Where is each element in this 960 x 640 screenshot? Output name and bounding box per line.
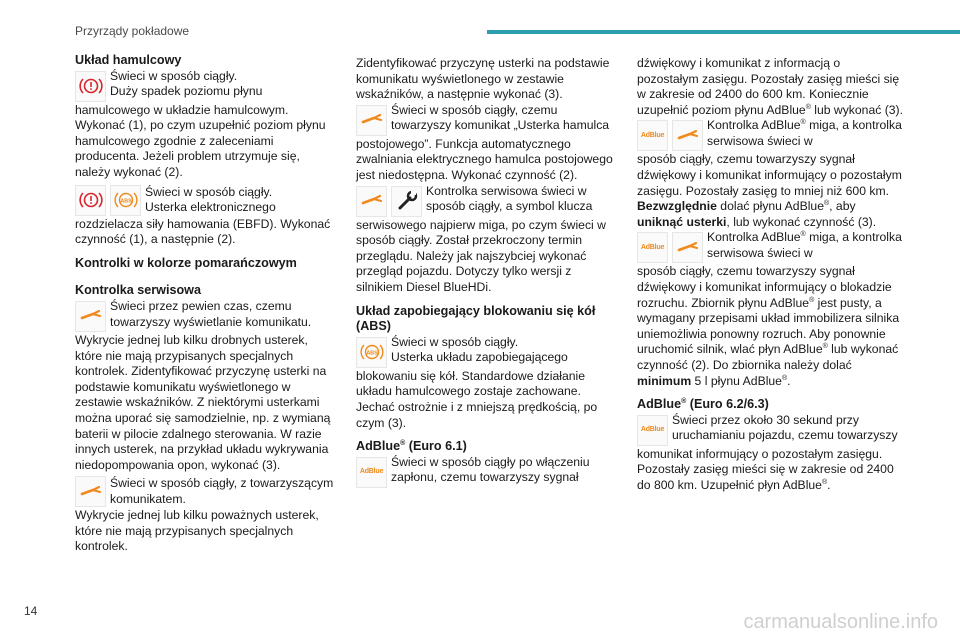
euro62-title-b: (Euro 6.2/6.3) xyxy=(686,397,769,412)
b2-rest3: lub wykonać czynność (2). Do zbiornika należy dolać xyxy=(637,342,899,372)
b1-bold2: uniknąć usterki xyxy=(637,214,727,229)
col3-intro-sup: ® xyxy=(805,103,811,111)
adblue-icon xyxy=(356,457,387,488)
brake-warning-icon-2 xyxy=(75,185,106,216)
wrench-service-icon-2 xyxy=(75,476,106,507)
section-adblue-euro61-title xyxy=(356,439,618,455)
brake-line-2: Duży spadek poziomu płynu xyxy=(110,84,263,99)
adblue-euro61-line-1: Świeci w sposób ciągły po włączeniu zapłonu, czemu towarzyszy sygnał xyxy=(391,454,590,485)
spanner-key-icon xyxy=(391,186,422,217)
adblue-euro61-title-b: (Euro 6.1) xyxy=(405,439,467,454)
brake-warning-icon xyxy=(75,71,106,102)
ebfd-description: rozdzielacza siły hamowania (EBFD). Wykonać czynność (1), a następnie (2). xyxy=(75,216,331,247)
e-rest: komunikat informujący o pozostałym zasięgu. Pozostały zasięg mieści się w zakresie od 2400 do 800 km. Uzupełnić płyn AdBlue xyxy=(637,446,894,492)
parking-brake-line-1: Świeci w sposób ciągły, czemu towarzyszy komunikat „Usterka hamulca xyxy=(391,102,610,133)
adblue-icon-text: AdBlue xyxy=(359,468,384,476)
adblue-euro61-sup: ® xyxy=(400,439,406,447)
wrench-service-icon-4 xyxy=(356,186,387,217)
abs-line-1: Świeci w sposób ciągły. xyxy=(391,334,519,349)
ebfd-line-1: Świeci w sposób ciągły. xyxy=(145,184,273,199)
e-sup: ® xyxy=(821,478,828,486)
b1-rest: sposób ciągły, czemu towarzyszy sygnał dźwiękowy i komunikat informujący o pozostałym zasięgu. Pozostały zasięg to mniej niż 600 km. xyxy=(637,152,902,198)
page-number: 14 xyxy=(24,604,38,618)
b1-after-bold: dolać płynu AdBlue xyxy=(716,199,824,214)
adblue-icon-2 xyxy=(637,120,668,151)
adblue-icon-2-text: AdBlue xyxy=(640,132,665,140)
adblue-icon-3-text: AdBlue xyxy=(640,244,665,252)
ebfd-line-2: Usterka elektronicznego xyxy=(145,200,276,215)
b2-sup2: ® xyxy=(809,296,815,304)
page-header-title: Przyrządy pokładowe xyxy=(75,24,190,38)
service-description: Wykrycie jednej lub kilku drobnych usterek, które nie mają przypisanych specjalnych kontrolek. Zidentyfikować przyczynę usterki na podstawie komunikatu wyświetlonego w zestawie wskaźników. Z niektórymi usterkami można uporać się samodzielnie, np. z wymianą baterii w pilocie zdalnego sterowania. W razie innych usterek, na przykład układu wykrywania niedopompowania opon, wykonać (3). xyxy=(75,332,331,472)
adblue-icon-4-text: AdBlue xyxy=(640,426,665,434)
service2-line-1: Świeci w sposób ciągły, z towarzyszącym komunikatem. xyxy=(110,476,334,506)
b2-rest4: 5 l płynu AdBlue xyxy=(691,373,782,388)
b2-l1b: miga, a kontrolka serwisowa świeci w xyxy=(707,230,902,260)
b2-rest: sposób ciągły, czemu towarzyszy sygnał dźwiękowy i komunikat informujący o blokadzie rozruchu. Zbiornik płynu AdBlue xyxy=(637,264,892,310)
b1-bold: Bezwzględnie xyxy=(637,199,717,214)
service-line-1: Świeci przez pewien czas, czemu towarzyszy wyświetlanie komunikatu. xyxy=(110,298,312,329)
section-orange-title: Kontrolki w kolorze pomarańczowym xyxy=(75,255,297,270)
adblue-euro61-title-a: AdBlue xyxy=(356,439,401,454)
wrench-service-icon xyxy=(75,301,106,332)
euro62-sup: ® xyxy=(681,397,687,405)
b2-sup4: ® xyxy=(781,374,788,382)
b1-comma: , aby xyxy=(829,199,856,214)
col3-intro xyxy=(637,56,905,118)
column-2 xyxy=(356,53,618,489)
abs-icon-text: ABS xyxy=(119,198,132,205)
service2-description: Wykrycie jednej lub kilku poważnych usterek, które nie mają przypisanych specjalnych kontrolek. xyxy=(75,508,319,554)
wrench-service-icon-3 xyxy=(356,105,387,136)
b1-l1: Kontrolka AdBlue xyxy=(707,118,801,133)
abs-description: blokowaniu się kół. Standardowe działanie układu hamulcowego zostaje zachowane. Jechać ostrożnie i z mniejszą prędkością, po czym (3). xyxy=(356,368,598,430)
header-accent-bar xyxy=(487,30,960,34)
column-3 xyxy=(637,53,905,493)
b1-l1b: miga, a kontrolka serwisowa świeci w xyxy=(707,118,902,148)
adblue-blink-description xyxy=(637,152,905,230)
b1-end: , lub wykonać czynność (3). xyxy=(726,214,877,229)
b1-sup2: ® xyxy=(823,200,830,208)
brake-line-1: Świeci w sposób ciągły. xyxy=(110,68,238,83)
b2-dot: . xyxy=(787,373,791,388)
wrench-service-icon-5 xyxy=(672,120,703,151)
abs-icon-2-text: ABS xyxy=(365,350,378,357)
e-dot: . xyxy=(827,477,831,492)
b2-sup3: ® xyxy=(822,343,828,351)
b2-bold: minimum xyxy=(637,373,692,388)
section-abs-title: Układ zapobiegający blokowaniu się kół (ABS) xyxy=(356,303,596,334)
parking-brake-description: postojowego”. Funkcja automatycznego zwalniania elektrycznego hamulca postojowego jest niedostępna. Wykonać czynność (2). xyxy=(356,136,613,182)
watermark: carmanualsonline.info xyxy=(743,611,938,633)
euro62-description xyxy=(637,447,905,494)
euro62-line-1: Świeci przez około 30 sekund przy uruchamianiu pojazdu, czemu towarzyszy xyxy=(672,412,898,443)
brake-description: hamulcowego w układzie hamulcowym. Wykonać (1), po czym uzupełnić poziom płynu hamulcowego zgodnie z zaleceniami producenta. Jeżeli problem utrzymuje się, należy wykonać (2). xyxy=(75,102,326,179)
adblue-icon-4 xyxy=(637,415,668,446)
col3-intro-text: dźwiękowy i komunikat z informacją o pozostałym zasięgu. Pozostały zasięg mieści się w zakresie od 2400 do 600 km. Koniecznie uzupełnić poziom płynu AdBlue xyxy=(637,56,900,117)
b1-sup: ® xyxy=(800,119,806,127)
b2-sup: ® xyxy=(800,231,806,239)
b2-rest2: jest pusty, a wymagany przepisami układ immobilizera silnika uniemożliwia ponowny rozruch. Aby ponownie uruchomić silnik, wlać płyn AdBlue xyxy=(637,295,900,357)
b2-l1: Kontrolka AdBlue xyxy=(707,230,801,245)
abs-line-2: Usterka układu zapobiegającego xyxy=(391,350,568,365)
section-adblue-euro62-title xyxy=(637,397,905,413)
euro62-title-a: AdBlue xyxy=(637,397,682,412)
abs-icon-2 xyxy=(356,337,387,368)
key-line-1: Kontrolka serwisowa świeci w sposób ciągły, a symbol klucza xyxy=(426,183,593,214)
section-brake-title: Układ hamulcowy xyxy=(75,53,182,67)
abs-icon xyxy=(110,185,141,216)
col3-intro-end: lub wykonać (3). xyxy=(810,102,903,117)
wrench-service-icon-6 xyxy=(672,232,703,263)
section-service-title: Kontrolka serwisowa xyxy=(75,283,201,298)
adblue-icon-3 xyxy=(637,232,668,263)
col2-intro: Zidentyfikować przyczynę usterki na podstawie komunikatu wyświetlonego w zestawie wskaźników, a następnie wykonać (3). xyxy=(356,56,610,102)
adblue-block-description xyxy=(637,264,905,389)
column-1 xyxy=(75,53,337,555)
key-description: serwisowego najpierw miga, po czym świeci w sposób ciągły. Został przekroczony termin przeglądu. Należy jak najszybciej wykonać przegląd pojazdu. Dotyczy tylko wersji z silnikiem Diesel BlueHDi. xyxy=(356,217,606,294)
